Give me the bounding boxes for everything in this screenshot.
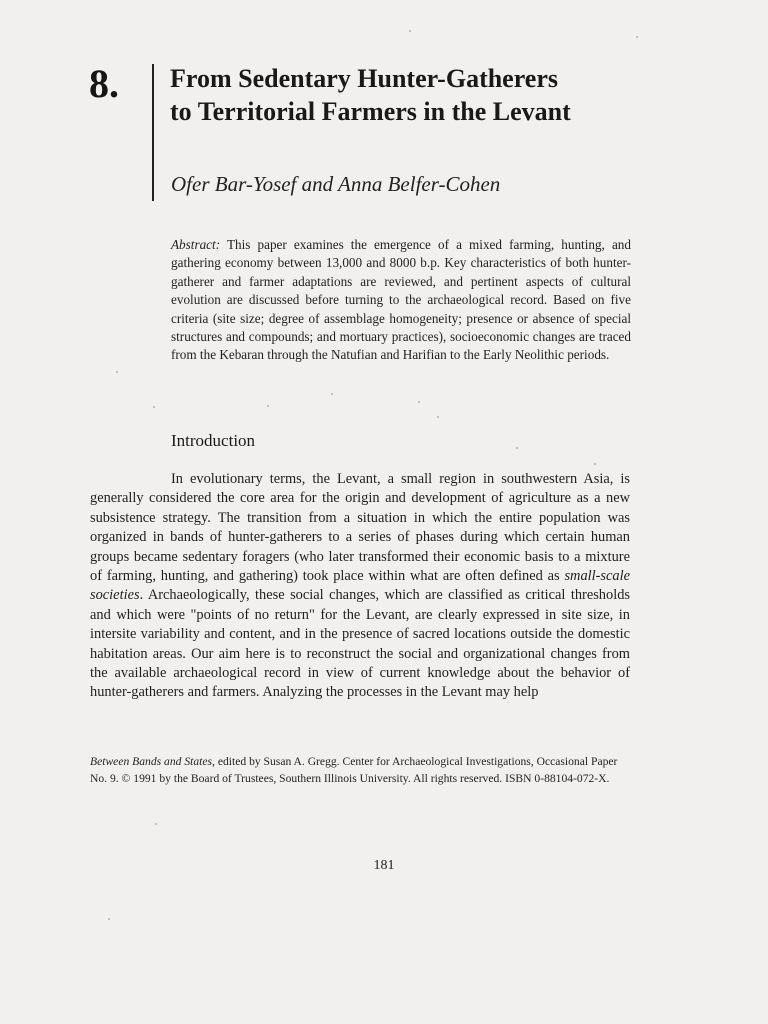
scan-speck <box>116 371 118 373</box>
scan-speck <box>418 401 420 403</box>
chapter-title-line-2: to Territorial Farmers in the Levant <box>170 97 571 126</box>
chapter-authors: Ofer Bar-Yosef and Anna Belfer-Cohen <box>171 172 501 196</box>
introduction-paragraph <box>90 470 630 703</box>
scan-speck <box>155 823 157 825</box>
abstract-label: Abstract: <box>171 237 221 252</box>
scan-speck <box>267 405 269 407</box>
chapter-title <box>170 62 690 128</box>
introduction-emphasis: small-scale societies <box>90 568 630 604</box>
scan-speck <box>594 463 596 465</box>
scan-speck <box>516 447 518 449</box>
title-divider-rule <box>152 64 154 201</box>
source-footnote <box>90 754 630 787</box>
footnote-text: , edited by Susan A. Gregg. Center for Archaeological Investigations, Occasional Paper No. 9. © 1991 by the Board of Trustees, Southern Illinois University. All rights reserved. ISBN 0-88104-072-X. <box>90 755 618 785</box>
introduction-text-part-1: In evolutionary terms, the Levant, a small region in southwestern Asia, is generally considered the core area for the origin and development of agriculture as a new subsistence strategy. The transition from a situation in which the entire population was organized in bands of hunter-gatherers to a series of phases during which certain human groups became sedentary foragers (who later transformed their economic basis to a mixture of farming, hunting, and gathering) took place within what are often defined as <box>90 471 630 585</box>
abstract-text: This paper examines the emergence of a mixed farming, hunting, and gathering economy between 13,000 and 8000 b.p. Key characteristics of both hunter-gatherer and farmer adaptations are reviewed, and pertinent aspects of cultural evolution are discussed before turning to the archaeological record. Based on five criteria (site size; degree of assemblage homogeneity; presence or absence of special structures and compounds; and mortuary practices), socioeconomic changes are traced from the Kebaran through the Natufian and Harifian to the Early Neolithic periods. <box>171 237 631 363</box>
page-number: 181 <box>373 858 395 873</box>
footnote-book-title: Between Bands and States <box>90 755 213 768</box>
introduction-text-part-2: . Archaeologically, these social changes, which are classified as critical thresholds and which were "points of no return" for the Levant, are clearly expressed in site size, in intersite variability and content, and in the presence of sacred locations outside the domestic habitation areas. Our aim here is to reconstruct the social and organizational changes from the available archaeological record in view of current knowledge about the behavior of hunter-gatherers and farmers. Analyzing the processes in the Levant may help <box>90 587 630 701</box>
scan-speck <box>409 30 411 32</box>
chapter-title-line-1: From Sedentary Hunter-Gatherers <box>170 64 558 93</box>
scan-speck <box>331 393 333 395</box>
chapter-number: 8. <box>89 61 119 106</box>
section-heading-introduction: Introduction <box>171 431 256 450</box>
scan-speck <box>108 918 110 920</box>
scan-speck <box>153 406 155 408</box>
abstract-paragraph <box>171 236 631 365</box>
scan-speck <box>636 36 638 38</box>
scan-speck <box>437 416 439 418</box>
